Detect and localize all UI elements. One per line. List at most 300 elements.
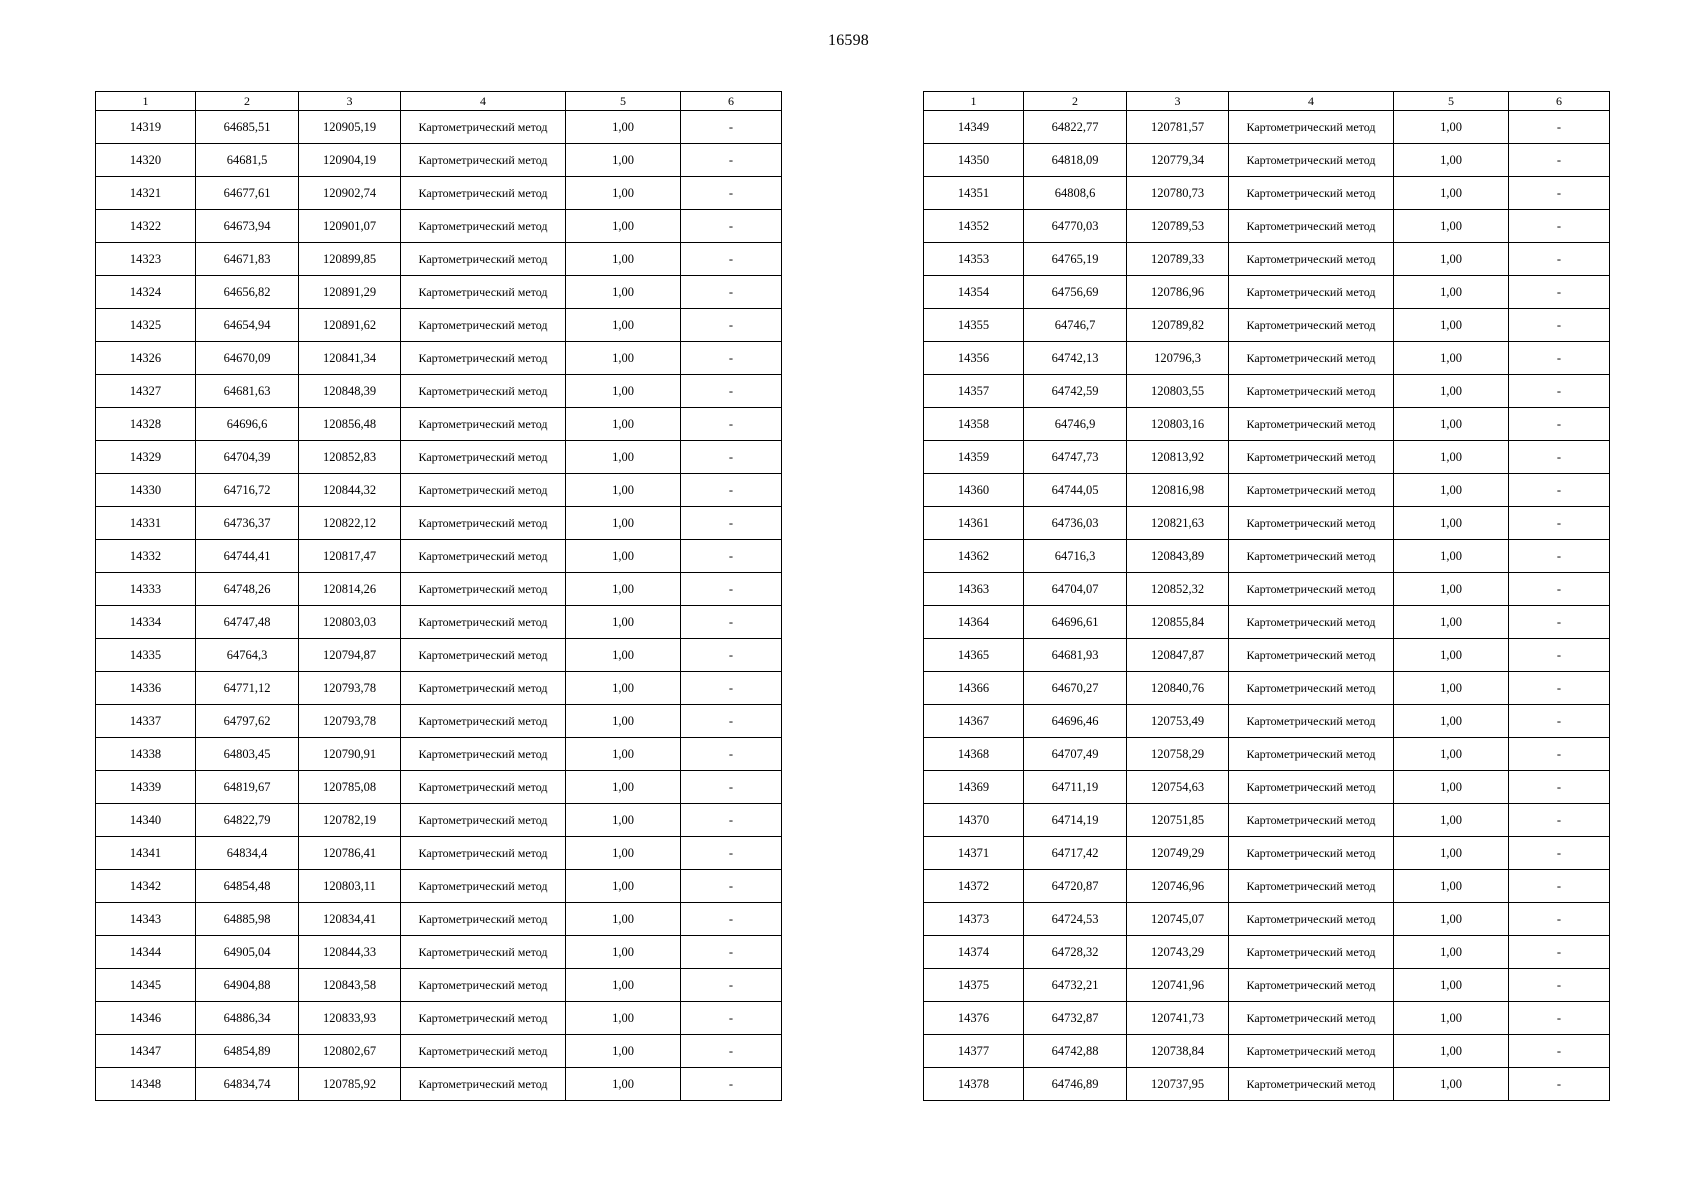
table-row	[924, 441, 1610, 474]
y-coordinate-cell: 120793,78	[299, 705, 401, 738]
y-coordinate-cell: 120751,85	[1127, 804, 1229, 837]
method-cell: Картометрический метод	[401, 639, 566, 672]
note-cell: -	[1509, 342, 1610, 375]
table-row	[924, 408, 1610, 441]
table-row	[924, 342, 1610, 375]
method-cell: Картометрический метод	[401, 342, 566, 375]
y-coordinate-cell: 120840,76	[1127, 672, 1229, 705]
y-coordinate-cell: 120745,07	[1127, 903, 1229, 936]
table-row	[924, 705, 1610, 738]
y-coordinate-cell: 120754,63	[1127, 771, 1229, 804]
note-cell: -	[1509, 507, 1610, 540]
note-cell: -	[1509, 969, 1610, 1002]
method-cell: Картометрический метод	[1229, 441, 1394, 474]
accuracy-cell: 1,00	[566, 804, 681, 837]
method-cell: Картометрический метод	[1229, 936, 1394, 969]
accuracy-cell: 1,00	[1394, 243, 1509, 276]
y-coordinate-cell: 120789,53	[1127, 210, 1229, 243]
method-cell: Картометрический метод	[401, 111, 566, 144]
accuracy-cell: 1,00	[566, 474, 681, 507]
y-coordinate-cell: 120891,29	[299, 276, 401, 309]
y-coordinate-cell: 120758,29	[1127, 738, 1229, 771]
accuracy-cell: 1,00	[566, 375, 681, 408]
column-header: 6	[1509, 92, 1610, 111]
y-coordinate-cell: 120785,92	[299, 1068, 401, 1101]
point-number-cell: 14349	[924, 111, 1024, 144]
x-coordinate-cell: 64696,6	[196, 408, 299, 441]
x-coordinate-cell: 64714,19	[1024, 804, 1127, 837]
note-cell: -	[681, 441, 782, 474]
x-coordinate-cell: 64834,4	[196, 837, 299, 870]
method-cell: Картометрический метод	[401, 408, 566, 441]
y-coordinate-cell: 120802,67	[299, 1035, 401, 1068]
x-coordinate-cell: 64711,19	[1024, 771, 1127, 804]
accuracy-cell: 1,00	[1394, 342, 1509, 375]
method-cell: Картометрический метод	[401, 1002, 566, 1035]
note-cell: -	[681, 573, 782, 606]
method-cell: Картометрический метод	[1229, 804, 1394, 837]
note-cell: -	[681, 144, 782, 177]
accuracy-cell: 1,00	[1394, 408, 1509, 441]
note-cell: -	[1509, 705, 1610, 738]
method-cell: Картометрический метод	[401, 177, 566, 210]
y-coordinate-cell: 120856,48	[299, 408, 401, 441]
x-coordinate-cell: 64742,88	[1024, 1035, 1127, 1068]
method-cell: Картометрический метод	[1229, 540, 1394, 573]
point-number-cell: 14370	[924, 804, 1024, 837]
column-header: 4	[1229, 92, 1394, 111]
table-row	[924, 936, 1610, 969]
method-cell: Картометрический метод	[1229, 276, 1394, 309]
point-number-cell: 14361	[924, 507, 1024, 540]
point-number-cell: 14350	[924, 144, 1024, 177]
x-coordinate-cell: 64656,82	[196, 276, 299, 309]
table-row	[96, 1068, 782, 1101]
x-coordinate-cell: 64808,6	[1024, 177, 1127, 210]
y-coordinate-cell: 120746,96	[1127, 870, 1229, 903]
point-number-cell: 14342	[96, 870, 196, 903]
x-coordinate-cell: 64742,13	[1024, 342, 1127, 375]
accuracy-cell: 1,00	[1394, 474, 1509, 507]
point-number-cell: 14319	[96, 111, 196, 144]
accuracy-cell: 1,00	[566, 870, 681, 903]
accuracy-cell: 1,00	[1394, 210, 1509, 243]
table-row	[924, 804, 1610, 837]
note-cell: -	[681, 111, 782, 144]
table-row	[96, 177, 782, 210]
accuracy-cell: 1,00	[1394, 540, 1509, 573]
x-coordinate-cell: 64747,48	[196, 606, 299, 639]
table-row	[96, 903, 782, 936]
point-number-cell: 14377	[924, 1035, 1024, 1068]
x-coordinate-cell: 64854,89	[196, 1035, 299, 1068]
note-cell: -	[681, 243, 782, 276]
note-cell: -	[1509, 474, 1610, 507]
point-number-cell: 14320	[96, 144, 196, 177]
note-cell: -	[1509, 276, 1610, 309]
y-coordinate-cell: 120843,89	[1127, 540, 1229, 573]
column-header: 3	[299, 92, 401, 111]
table-row	[96, 639, 782, 672]
method-cell: Картометрический метод	[1229, 507, 1394, 540]
x-coordinate-cell: 64670,27	[1024, 672, 1127, 705]
table-row	[924, 1035, 1610, 1068]
x-coordinate-cell: 64717,42	[1024, 837, 1127, 870]
method-cell: Картометрический метод	[1229, 210, 1394, 243]
point-number-cell: 14329	[96, 441, 196, 474]
point-number-cell: 14365	[924, 639, 1024, 672]
table-row	[924, 606, 1610, 639]
accuracy-cell: 1,00	[566, 309, 681, 342]
x-coordinate-cell: 64822,77	[1024, 111, 1127, 144]
point-number-cell: 14334	[96, 606, 196, 639]
x-coordinate-cell: 64771,12	[196, 672, 299, 705]
table-row	[924, 243, 1610, 276]
table-row	[96, 540, 782, 573]
accuracy-cell: 1,00	[566, 738, 681, 771]
x-coordinate-cell: 64696,46	[1024, 705, 1127, 738]
y-coordinate-cell: 120822,12	[299, 507, 401, 540]
accuracy-cell: 1,00	[1394, 375, 1509, 408]
table-row	[924, 276, 1610, 309]
table-row	[924, 540, 1610, 573]
table-row	[924, 507, 1610, 540]
y-coordinate-cell: 120741,73	[1127, 1002, 1229, 1035]
note-cell: -	[1509, 243, 1610, 276]
note-cell: -	[1509, 606, 1610, 639]
note-cell: -	[681, 870, 782, 903]
y-coordinate-cell: 120902,74	[299, 177, 401, 210]
note-cell: -	[681, 771, 782, 804]
x-coordinate-cell: 64765,19	[1024, 243, 1127, 276]
table-row	[96, 969, 782, 1002]
y-coordinate-cell: 120803,55	[1127, 375, 1229, 408]
x-coordinate-cell: 64732,21	[1024, 969, 1127, 1002]
table-row	[96, 573, 782, 606]
note-cell: -	[681, 540, 782, 573]
y-coordinate-cell: 120843,58	[299, 969, 401, 1002]
table-row	[96, 375, 782, 408]
method-cell: Картометрический метод	[1229, 474, 1394, 507]
point-number-cell: 14369	[924, 771, 1024, 804]
method-cell: Картометрический метод	[1229, 1002, 1394, 1035]
point-number-cell: 14325	[96, 309, 196, 342]
y-coordinate-cell: 120833,93	[299, 1002, 401, 1035]
method-cell: Картометрический метод	[401, 903, 566, 936]
method-cell: Картометрический метод	[401, 441, 566, 474]
accuracy-cell: 1,00	[566, 243, 681, 276]
table-row	[924, 903, 1610, 936]
table-row	[96, 507, 782, 540]
method-cell: Картометрический метод	[401, 276, 566, 309]
y-coordinate-cell: 120803,11	[299, 870, 401, 903]
point-number-cell: 14340	[96, 804, 196, 837]
method-cell: Картометрический метод	[401, 672, 566, 705]
x-coordinate-cell: 64764,3	[196, 639, 299, 672]
table-row	[924, 870, 1610, 903]
y-coordinate-cell: 120753,49	[1127, 705, 1229, 738]
table-row	[96, 408, 782, 441]
note-cell: -	[1509, 936, 1610, 969]
method-cell: Картометрический метод	[1229, 408, 1394, 441]
point-number-cell: 14360	[924, 474, 1024, 507]
table-row	[96, 276, 782, 309]
column-header: 6	[681, 92, 782, 111]
point-number-cell: 14328	[96, 408, 196, 441]
note-cell: -	[1509, 837, 1610, 870]
y-coordinate-cell: 120844,33	[299, 936, 401, 969]
point-number-cell: 14331	[96, 507, 196, 540]
accuracy-cell: 1,00	[566, 144, 681, 177]
method-cell: Картометрический метод	[401, 375, 566, 408]
method-cell: Картометрический метод	[401, 1068, 566, 1101]
y-coordinate-cell: 120793,78	[299, 672, 401, 705]
accuracy-cell: 1,00	[566, 1002, 681, 1035]
y-coordinate-cell: 120741,96	[1127, 969, 1229, 1002]
accuracy-cell: 1,00	[1394, 606, 1509, 639]
note-cell: -	[1509, 210, 1610, 243]
point-number-cell: 14346	[96, 1002, 196, 1035]
x-coordinate-cell: 64756,69	[1024, 276, 1127, 309]
note-cell: -	[681, 408, 782, 441]
x-coordinate-cell: 64716,72	[196, 474, 299, 507]
point-number-cell: 14336	[96, 672, 196, 705]
note-cell: -	[1509, 540, 1610, 573]
x-coordinate-cell: 64834,74	[196, 1068, 299, 1101]
x-coordinate-cell: 64797,62	[196, 705, 299, 738]
x-coordinate-cell: 64885,98	[196, 903, 299, 936]
table-row	[96, 1035, 782, 1068]
accuracy-cell: 1,00	[566, 903, 681, 936]
method-cell: Картометрический метод	[401, 969, 566, 1002]
y-coordinate-cell: 120904,19	[299, 144, 401, 177]
method-cell: Картометрический метод	[401, 771, 566, 804]
table-row	[96, 936, 782, 969]
point-number-cell: 14338	[96, 738, 196, 771]
y-coordinate-cell: 120844,32	[299, 474, 401, 507]
x-coordinate-cell: 64720,87	[1024, 870, 1127, 903]
point-number-cell: 14362	[924, 540, 1024, 573]
point-number-cell: 14376	[924, 1002, 1024, 1035]
note-cell: -	[681, 276, 782, 309]
table-row	[96, 210, 782, 243]
table-row	[96, 342, 782, 375]
point-number-cell: 14374	[924, 936, 1024, 969]
y-coordinate-cell: 120803,03	[299, 606, 401, 639]
column-header: 1	[96, 92, 196, 111]
method-cell: Картометрический метод	[401, 936, 566, 969]
accuracy-cell: 1,00	[566, 408, 681, 441]
accuracy-cell: 1,00	[1394, 771, 1509, 804]
x-coordinate-cell: 64681,93	[1024, 639, 1127, 672]
x-coordinate-cell: 64736,37	[196, 507, 299, 540]
x-coordinate-cell: 64681,63	[196, 375, 299, 408]
accuracy-cell: 1,00	[1394, 276, 1509, 309]
y-coordinate-cell: 120852,83	[299, 441, 401, 474]
table-row	[96, 705, 782, 738]
x-coordinate-cell: 64681,5	[196, 144, 299, 177]
point-number-cell: 14347	[96, 1035, 196, 1068]
x-coordinate-cell: 64746,9	[1024, 408, 1127, 441]
column-header: 5	[1394, 92, 1509, 111]
accuracy-cell: 1,00	[1394, 144, 1509, 177]
table-row	[96, 870, 782, 903]
y-coordinate-cell: 120905,19	[299, 111, 401, 144]
note-cell: -	[681, 309, 782, 342]
x-coordinate-cell: 64747,73	[1024, 441, 1127, 474]
point-number-cell: 14326	[96, 342, 196, 375]
method-cell: Картометрический метод	[401, 474, 566, 507]
x-coordinate-cell: 64677,61	[196, 177, 299, 210]
accuracy-cell: 1,00	[1394, 969, 1509, 1002]
point-number-cell: 14321	[96, 177, 196, 210]
point-number-cell: 14345	[96, 969, 196, 1002]
note-cell: -	[681, 804, 782, 837]
column-header: 3	[1127, 92, 1229, 111]
accuracy-cell: 1,00	[566, 276, 681, 309]
x-coordinate-cell: 64732,87	[1024, 1002, 1127, 1035]
x-coordinate-cell: 64724,53	[1024, 903, 1127, 936]
y-coordinate-cell: 120781,57	[1127, 111, 1229, 144]
table-header-row	[924, 92, 1610, 111]
table-row	[96, 144, 782, 177]
method-cell: Картометрический метод	[1229, 870, 1394, 903]
note-cell: -	[1509, 738, 1610, 771]
y-coordinate-cell: 120786,41	[299, 837, 401, 870]
point-number-cell: 14332	[96, 540, 196, 573]
table-row	[96, 309, 782, 342]
y-coordinate-cell: 120779,34	[1127, 144, 1229, 177]
table-row	[96, 111, 782, 144]
page-number: 16598	[828, 32, 869, 49]
accuracy-cell: 1,00	[566, 639, 681, 672]
method-cell: Картометрический метод	[401, 243, 566, 276]
accuracy-cell: 1,00	[1394, 1068, 1509, 1101]
point-number-cell: 14323	[96, 243, 196, 276]
y-coordinate-cell: 120848,39	[299, 375, 401, 408]
point-number-cell: 14368	[924, 738, 1024, 771]
table-row	[924, 210, 1610, 243]
accuracy-cell: 1,00	[1394, 705, 1509, 738]
note-cell: -	[681, 1035, 782, 1068]
note-cell: -	[1509, 639, 1610, 672]
method-cell: Картометрический метод	[401, 507, 566, 540]
note-cell: -	[681, 177, 782, 210]
accuracy-cell: 1,00	[1394, 639, 1509, 672]
method-cell: Картометрический метод	[1229, 837, 1394, 870]
table-row	[924, 771, 1610, 804]
method-cell: Картометрический метод	[401, 738, 566, 771]
point-number-cell: 14371	[924, 837, 1024, 870]
note-cell: -	[1509, 375, 1610, 408]
y-coordinate-cell: 120817,47	[299, 540, 401, 573]
y-coordinate-cell: 120796,3	[1127, 342, 1229, 375]
point-number-cell: 14378	[924, 1068, 1024, 1101]
y-coordinate-cell: 120780,73	[1127, 177, 1229, 210]
accuracy-cell: 1,00	[566, 1068, 681, 1101]
y-coordinate-cell: 120789,33	[1127, 243, 1229, 276]
table-row	[96, 837, 782, 870]
x-coordinate-cell: 64744,41	[196, 540, 299, 573]
y-coordinate-cell: 120813,92	[1127, 441, 1229, 474]
method-cell: Картометрический метод	[1229, 144, 1394, 177]
method-cell: Картометрический метод	[1229, 111, 1394, 144]
method-cell: Картометрический метод	[1229, 969, 1394, 1002]
note-cell: -	[681, 837, 782, 870]
point-number-cell: 14324	[96, 276, 196, 309]
x-coordinate-cell: 64904,88	[196, 969, 299, 1002]
x-coordinate-cell: 64685,51	[196, 111, 299, 144]
note-cell: -	[681, 672, 782, 705]
method-cell: Картометрический метод	[1229, 738, 1394, 771]
accuracy-cell: 1,00	[1394, 870, 1509, 903]
note-cell: -	[1509, 903, 1610, 936]
y-coordinate-cell: 120852,32	[1127, 573, 1229, 606]
x-coordinate-cell: 64886,34	[196, 1002, 299, 1035]
method-cell: Картометрический метод	[1229, 177, 1394, 210]
y-coordinate-cell: 120855,84	[1127, 606, 1229, 639]
y-coordinate-cell: 120790,91	[299, 738, 401, 771]
x-coordinate-cell: 64728,32	[1024, 936, 1127, 969]
point-number-cell: 14358	[924, 408, 1024, 441]
method-cell: Картометрический метод	[401, 606, 566, 639]
note-cell: -	[681, 474, 782, 507]
method-cell: Картометрический метод	[401, 870, 566, 903]
table-row	[924, 738, 1610, 771]
x-coordinate-cell: 64671,83	[196, 243, 299, 276]
accuracy-cell: 1,00	[1394, 1035, 1509, 1068]
x-coordinate-cell: 64704,39	[196, 441, 299, 474]
point-number-cell: 14359	[924, 441, 1024, 474]
x-coordinate-cell: 64716,3	[1024, 540, 1127, 573]
method-cell: Картометрический метод	[401, 573, 566, 606]
y-coordinate-cell: 120737,95	[1127, 1068, 1229, 1101]
note-cell: -	[681, 606, 782, 639]
note-cell: -	[681, 903, 782, 936]
note-cell: -	[1509, 441, 1610, 474]
accuracy-cell: 1,00	[1394, 738, 1509, 771]
accuracy-cell: 1,00	[1394, 177, 1509, 210]
accuracy-cell: 1,00	[566, 507, 681, 540]
x-coordinate-cell: 64746,89	[1024, 1068, 1127, 1101]
x-coordinate-cell: 64819,67	[196, 771, 299, 804]
method-cell: Картометрический метод	[1229, 309, 1394, 342]
point-number-cell: 14339	[96, 771, 196, 804]
y-coordinate-cell: 120782,19	[299, 804, 401, 837]
note-cell: -	[1509, 771, 1610, 804]
accuracy-cell: 1,00	[566, 1035, 681, 1068]
note-cell: -	[681, 210, 782, 243]
accuracy-cell: 1,00	[1394, 804, 1509, 837]
point-number-cell: 14352	[924, 210, 1024, 243]
point-number-cell: 14356	[924, 342, 1024, 375]
x-coordinate-cell: 64744,05	[1024, 474, 1127, 507]
method-cell: Картометрический метод	[1229, 672, 1394, 705]
note-cell: -	[681, 507, 782, 540]
point-number-cell: 14373	[924, 903, 1024, 936]
y-coordinate-cell: 120785,08	[299, 771, 401, 804]
y-coordinate-cell: 120841,34	[299, 342, 401, 375]
table-row	[924, 375, 1610, 408]
y-coordinate-cell: 120899,85	[299, 243, 401, 276]
y-coordinate-cell: 120891,62	[299, 309, 401, 342]
accuracy-cell: 1,00	[566, 606, 681, 639]
y-coordinate-cell: 120814,26	[299, 573, 401, 606]
note-cell: -	[681, 936, 782, 969]
method-cell: Картометрический метод	[1229, 903, 1394, 936]
note-cell: -	[681, 969, 782, 1002]
point-number-cell: 14341	[96, 837, 196, 870]
